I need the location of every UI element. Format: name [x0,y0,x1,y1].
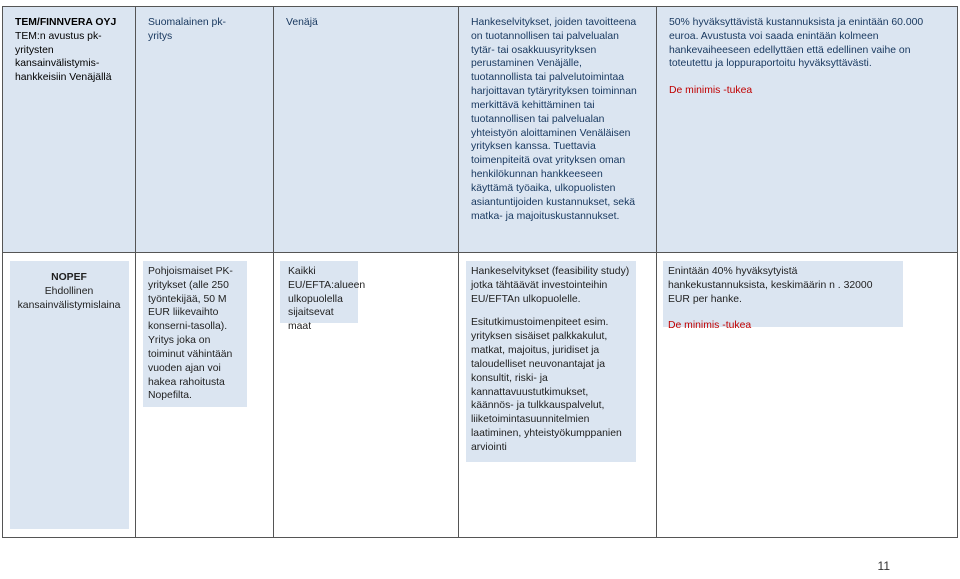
target-cell [136,7,274,253]
purpose-para-1: Hankeselvitykset (feasibility study) jotka tähtäävät investointeihin EU/EFTAn ulkopuolelle. [471,266,630,305]
target-text: Suomalainen pk-yritys [148,17,226,42]
provider-description: Ehdollinen kansainvälistymislaina [17,285,121,311]
target-cell [136,253,274,538]
de-minimis-note: De minimis -tukea [668,320,752,332]
purpose-text: Hankeselvitykset, joiden tavoitteena on tuotannollisen tai palvelualan tytär- tai osakkuusyrityksen perustaminen Venäjälle, tuotannollista tai palvelutoimintaa harjoittavan tytäryrityksen toiminnan merkittävä kehittäminen tai tuotannollisen tai palvelualan yhteistyön aloittaminen Venäläisen yrityksen kanssa. Tuettavia toimenpiteitä ovat yrityksen oman henkilökunnan hankkeeseen käyttämä työaika, ulkopuolisten asiantuntijoiden kustannukset, sekä matka- ja majoituskustannukset. [471,17,637,222]
provider-cell [3,253,136,538]
region-cell [274,7,459,253]
provider-cell [3,7,136,253]
provider-description: TEM:n avustus pk-yritysten kansainvälistymis-hankkeisiin Venäjällä [15,30,112,84]
target-text: Pohjoismaiset PK-yritykset (alle 250 työntekijää, 50 M EUR liikevaihto konserni-tasolla). Yritys joka on toiminut vähintään vuoden ajan voi hakea rahoitusta Nopefilta. [148,266,233,402]
table-row [3,253,958,538]
page-number: 11 [877,559,890,574]
amount-text: Enintään 40% hyväksytyistä hankekustannuksista, keskimäärin n . 32000 EUR per hanke. [668,266,873,305]
table-row [3,7,958,253]
de-minimis-note: De minimis -tukea [669,85,753,97]
purpose-cell [459,7,657,253]
region-text: Kaikki EU/EFTA:alueen ulkopuolella sijaitsevat maat [288,266,366,333]
region-text: Venäjä [286,17,318,28]
provider-title: TEM/FINNVERA OYJ [15,17,117,28]
amount-cell [657,7,958,253]
amount-cell [657,253,958,538]
purpose-cell [459,253,657,538]
funding-table [2,6,958,538]
amount-text: 50% hyväksyttävistä kustannuksista ja enintään 60.000 euroa. Avustusta voi saada enintään kolmeen hankevaiheeseen edellyttäen että edellinen vaihe on toteutettu ja loppuraportoitu hyväksyttävästi. [669,17,924,70]
purpose-para-2: Esitutkimustoimenpiteet esim. yrityksen sisäiset palkkakulut, matkat, majoitus, juridiset ja taloudelliset neuvonantajat ja konsultit, riski- ja kannattavuustutkimukset, käännös- ja tulkkauspalvelut, liiketoimintasuunnitelmien laatiminen, yhteistyökumppanien arviointi [471,317,622,453]
provider-title: NOPEF [51,272,87,283]
region-cell [274,253,459,538]
